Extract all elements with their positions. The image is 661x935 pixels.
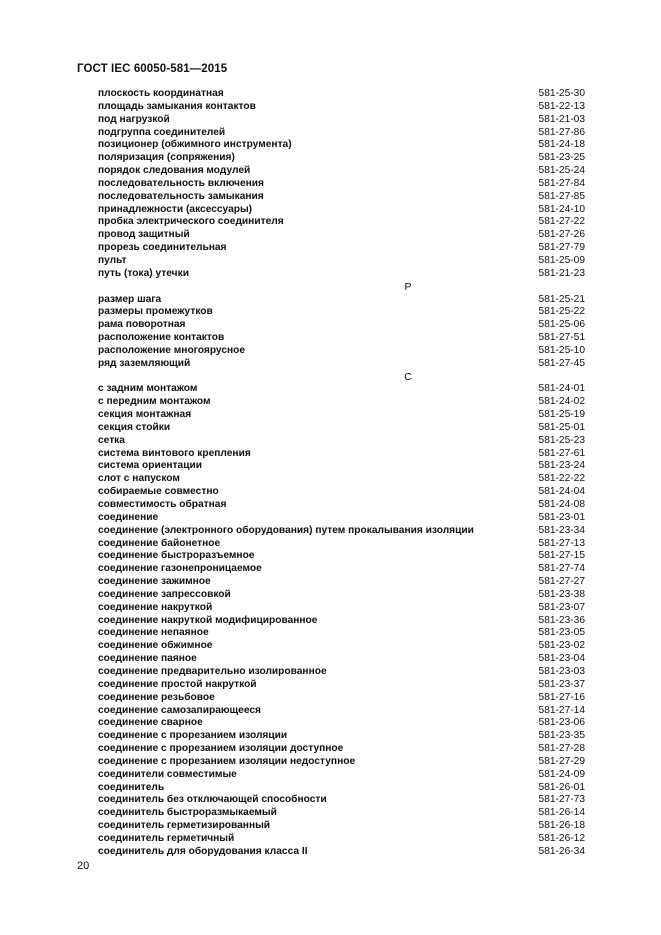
index-term: с передним монтажом	[98, 396, 211, 408]
index-code: 581-25-09	[538, 254, 585, 266]
index-term: соединение накруткой модифицированное	[98, 614, 318, 626]
index-code: 581-27-73	[538, 794, 585, 806]
index-code: 581-27-27	[538, 576, 585, 588]
index-term: соединение самозапирающееся	[98, 704, 261, 716]
index-code: 581-24-10	[538, 203, 585, 215]
index-code: 581-25-01	[538, 421, 585, 433]
index-term: путь (тока) утечки	[98, 267, 189, 279]
index-code: 581-25-22	[538, 306, 585, 318]
index-entry	[98, 396, 588, 409]
index-code: 581-27-28	[538, 743, 585, 755]
index-code: 581-26-01	[538, 781, 585, 793]
index-term: размер шага	[98, 293, 162, 305]
index-entry	[98, 782, 588, 795]
index-term: соединение сварное	[98, 717, 203, 729]
index-code: 581-24-18	[538, 139, 585, 151]
index-entry	[98, 602, 588, 615]
index-term: прорезь соединительная	[98, 242, 227, 254]
index-term: сетка	[98, 434, 125, 446]
index-code: 581-23-36	[538, 614, 585, 626]
index-term: соединение (электронного оборудования) путем прокалывания изоляции	[98, 524, 474, 536]
index-term: соединение	[98, 511, 159, 523]
index-code: 581-24-02	[538, 396, 585, 408]
index-term: принадлежности (аксессуары)	[98, 203, 253, 215]
index-entry	[98, 409, 588, 422]
index-code: 581-23-35	[538, 730, 585, 742]
index-entry	[98, 499, 588, 512]
index-term: соединение предварительно изолированное	[98, 665, 327, 677]
index-term: соединение запрессовкой	[98, 588, 231, 600]
index-term: система винтового крепления	[98, 447, 251, 459]
index-entry	[98, 448, 588, 461]
index-term: соединение быстроразъемное	[98, 550, 255, 562]
index-term: размеры промежутков	[98, 306, 213, 318]
index-entry	[98, 435, 588, 448]
index-entry	[98, 692, 588, 705]
index-code: 581-22-13	[538, 100, 585, 112]
index-entry	[98, 589, 588, 602]
index-term: соединение простой накруткой	[98, 678, 257, 690]
index-entry	[98, 242, 588, 255]
index-entry	[98, 358, 588, 371]
index-term: соединение непаяное	[98, 627, 209, 639]
index-code: 581-23-02	[538, 640, 585, 652]
index-term: соединение зажимное	[98, 576, 211, 588]
index-entry	[98, 846, 588, 859]
index-entry	[98, 294, 588, 307]
index-term: расположение контактов	[98, 332, 225, 344]
index-term: поляризация (сопряжения)	[98, 152, 235, 164]
index-code: 581-27-45	[538, 357, 585, 369]
index-term: соединение газонепроницаемое	[98, 563, 262, 575]
index-code: 581-25-24	[538, 165, 585, 177]
index-code: 581-23-01	[538, 511, 585, 523]
index-entry	[98, 550, 588, 563]
index-term: под нагрузкой	[98, 113, 170, 125]
index-entry	[98, 807, 588, 820]
index-term: соединение с прорезанием изоляции	[98, 730, 288, 742]
index-code: 581-23-03	[538, 665, 585, 677]
index-term: порядок следования модулей	[98, 165, 251, 177]
index-term: соединитель	[98, 781, 165, 793]
index-entry	[98, 653, 588, 666]
index-term: с задним монтажом	[98, 383, 198, 395]
index-code: 581-24-08	[538, 499, 585, 510]
index-entry	[98, 705, 588, 718]
index-entry	[98, 422, 588, 435]
index-entry	[98, 332, 588, 345]
index-entry	[98, 114, 588, 127]
index-code: 581-27-79	[538, 242, 585, 254]
index-code: 581-25-19	[538, 409, 585, 421]
document-header: ГОСТ IEC 60050-581—2015	[77, 63, 228, 75]
index-code: 581-26-12	[538, 832, 585, 844]
index-entry	[98, 769, 588, 782]
index-code: 581-23-04	[538, 653, 585, 665]
index-code: 581-25-06	[538, 319, 585, 331]
index-term: секция монтажная	[98, 409, 192, 421]
index-entry	[98, 576, 588, 589]
index-entry	[98, 255, 588, 268]
index-entry	[98, 756, 588, 769]
index-code: 581-23-07	[538, 601, 585, 613]
index-entry	[98, 666, 588, 679]
index-code: 581-23-34	[538, 524, 585, 536]
index-entry	[98, 640, 588, 653]
index-code: 581-23-25	[538, 152, 585, 164]
index-code: 581-27-22	[538, 216, 585, 228]
index-code: 581-27-14	[538, 704, 585, 716]
index-code: 581-24-04	[538, 486, 585, 498]
index-entry	[98, 268, 588, 281]
index-code: 581-23-38	[538, 588, 585, 600]
index-code: 581-26-34	[538, 845, 585, 857]
index-entry	[98, 460, 588, 473]
index-code: 581-21-23	[538, 267, 585, 279]
index-entry	[98, 563, 588, 576]
index-term: соединение паяное	[98, 653, 197, 665]
index-code: 581-27-74	[538, 563, 585, 575]
index-term: провод защитный	[98, 229, 190, 241]
page-number: 20	[77, 860, 90, 872]
index-entry	[98, 306, 588, 319]
index-term: пробка электрического соединителя	[98, 216, 284, 228]
index-entry	[98, 794, 588, 807]
index-entry	[98, 627, 588, 640]
index-entry	[98, 473, 588, 486]
index-term: плоскость координатная	[98, 88, 224, 99]
index-code: 581-24-09	[538, 768, 585, 780]
index-term: соединители совместимые	[98, 768, 237, 780]
index-entry	[98, 165, 588, 178]
index-term: соединение обжимное	[98, 640, 213, 652]
index-term: соединение с прорезанием изоляции доступное	[98, 743, 344, 755]
index-term: пульт	[98, 254, 127, 266]
index-entry	[98, 512, 588, 525]
index-term: соединение резьбовое	[98, 691, 215, 703]
index-code: 581-27-26	[538, 229, 585, 241]
index-code: 581-27-15	[538, 550, 585, 562]
index-entry	[98, 152, 588, 165]
index-code: 581-27-86	[538, 126, 585, 138]
index-entry	[98, 615, 588, 628]
index-code: 581-27-84	[538, 177, 585, 189]
index-term: соединение байонетное	[98, 537, 221, 549]
index-entry	[98, 229, 588, 242]
index-code: 581-25-23	[538, 434, 585, 446]
index-term: соединитель герметизированный	[98, 820, 271, 832]
index-term: соединение с прорезанием изоляции недоступное	[98, 755, 356, 767]
index-code: 581-21-03	[538, 113, 585, 125]
index-code: 581-23-06	[538, 717, 585, 729]
index-code: 581-27-85	[538, 190, 585, 202]
index-term: совместимость обратная	[98, 499, 227, 510]
index-term: подгруппа соединителей	[98, 126, 226, 138]
index-code: 581-27-61	[538, 447, 585, 459]
index-entry	[98, 127, 588, 140]
index-code: 581-25-10	[538, 344, 585, 356]
index-entry	[98, 538, 588, 551]
index-code: 581-27-13	[538, 537, 585, 549]
index-code: 581-23-37	[538, 678, 585, 690]
index-term: расположение многоярусное	[98, 344, 246, 356]
index-code: 581-27-51	[538, 332, 585, 344]
index-code: 581-25-21	[538, 293, 585, 305]
index-entry	[98, 525, 588, 538]
index-entry	[98, 178, 588, 191]
index-code: 581-23-24	[538, 460, 585, 472]
index-code: 581-27-29	[538, 755, 585, 767]
index-entry	[98, 204, 588, 217]
index-term: площадь замыкания контактов	[98, 100, 256, 112]
index-code: 581-26-18	[538, 820, 585, 832]
section-letter: С	[404, 370, 412, 383]
index-term: система ориентации	[98, 460, 202, 472]
index-term: соединитель быстроразмыкаемый	[98, 807, 277, 819]
section-letter: Р	[404, 280, 412, 293]
index-entry	[98, 383, 588, 396]
index-term: соединитель герметичный	[98, 832, 235, 844]
index-code: 581-26-14	[538, 807, 585, 819]
index-entry	[98, 833, 588, 846]
index-term: ряд заземляющий	[98, 357, 191, 369]
index-entry	[98, 345, 588, 358]
index-entry	[98, 679, 588, 692]
index-entry	[98, 191, 588, 204]
index-entry	[98, 319, 588, 332]
index-term: последовательность включения	[98, 177, 264, 189]
index-term: секция стойки	[98, 421, 171, 433]
index-code: 581-25-30	[538, 88, 585, 99]
index-entry	[98, 717, 588, 730]
index-entry	[98, 820, 588, 833]
index-entry	[98, 216, 588, 229]
index-term: соединитель для оборудования класса II	[98, 845, 308, 857]
index-code: 581-27-16	[538, 691, 585, 703]
index-term: позиционер (обжимного инструмента)	[98, 139, 292, 151]
index-code: 581-22-22	[538, 473, 585, 485]
index-code: 581-23-05	[538, 627, 585, 639]
index-entry	[98, 730, 588, 743]
index-code: 581-24-01	[538, 383, 585, 395]
index-entry	[98, 743, 588, 756]
index-term: соединение накруткой	[98, 601, 213, 613]
index-term: рама поворотная	[98, 319, 186, 331]
index-term: слот с напуском	[98, 473, 180, 485]
index-entry	[98, 139, 588, 152]
index-term: соединитель без отключающей способности	[98, 794, 327, 806]
index-entry	[98, 88, 588, 101]
term-index	[98, 88, 588, 859]
index-term: последовательность замыкания	[98, 190, 264, 202]
index-entry	[98, 486, 588, 499]
index-term: собираемые совместно	[98, 486, 219, 498]
index-entry	[98, 101, 588, 114]
